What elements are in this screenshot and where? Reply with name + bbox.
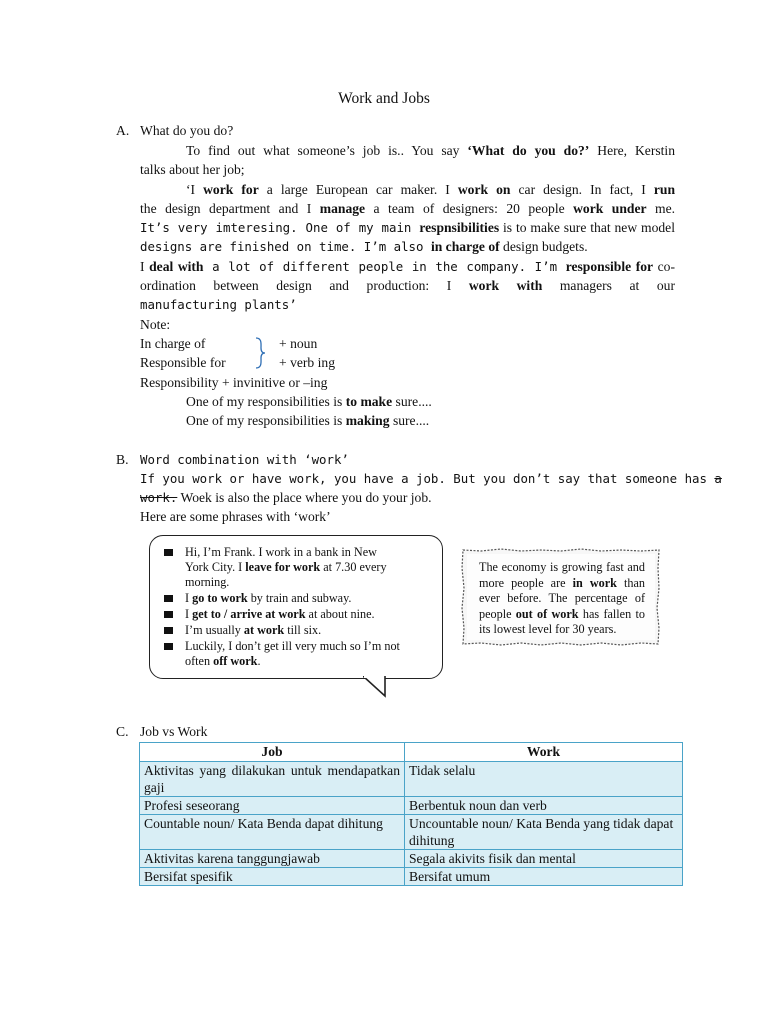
column-header-work: Work	[405, 743, 683, 762]
example-sentence-1: One of my responsibilities is to make sure....	[186, 394, 432, 409]
kerstin-quote-line6: ordination between design and production: I work with managers at our	[140, 278, 675, 293]
table-cell-job: Bersifat spesifik	[140, 868, 405, 886]
note-row3: Responsibility + invinitive or –ing	[140, 375, 328, 390]
table-cell-job: Aktivitas yang dilakukan untuk mendapatkan gaji	[140, 762, 405, 797]
example-sentence-2: One of my responsibilities is making sure....	[186, 413, 430, 428]
section-b-line3: Here are some phrases with ‘work’	[140, 509, 331, 524]
table-row	[140, 868, 683, 886]
note-row1-right: + noun	[279, 336, 318, 351]
table-cell-job: Countable noun/ Kata Benda dapat dihitung	[140, 815, 405, 850]
speech-bubble-tail	[363, 676, 393, 698]
bullet-square-icon	[164, 595, 173, 602]
table-row	[140, 815, 683, 850]
section-a-marker: A.	[116, 123, 130, 138]
kerstin-quote-line5: I deal with a lot of different people in the company. I’m responsible for co-	[140, 259, 675, 274]
bullet-square-icon	[164, 549, 173, 556]
kerstin-quote-line4: designs are finished on time. I’m also in charge of design budgets.	[140, 239, 588, 254]
kerstin-quote-line2: the design department and I manage a team of designers: 20 people work under me.	[140, 201, 676, 216]
section-b-line1: If you work or have work, you have a job. But you don’t say that someone has a	[140, 471, 722, 486]
table-cell-work: Bersifat umum	[405, 868, 683, 886]
section-c-heading: Job vs Work	[140, 724, 208, 739]
job-vs-work-table	[139, 742, 683, 886]
page-title: Work and Jobs	[338, 90, 430, 107]
curly-brace-icon	[252, 336, 268, 370]
section-a-intro-line1: To find out what someone’s job is.. You say ‘What do you do?’ Here, Kerstin	[186, 143, 676, 158]
table-row	[140, 797, 683, 815]
section-a-intro-line2: talks about her job;	[140, 162, 245, 177]
table-cell-work: Segala akivits fisik dan mental	[405, 850, 683, 868]
note-row1-left: In charge of	[140, 336, 206, 351]
table-row	[140, 762, 683, 797]
paper-note-text: The economy is growing fast and more people are in work than ever before. The percentage of people out of work has fallen to its lowest level for 30 years.	[479, 560, 646, 636]
section-b-marker: B.	[116, 452, 129, 467]
note-label: Note:	[140, 317, 171, 332]
table-cell-work: Berbentuk noun dan verb	[405, 797, 683, 815]
bullet-square-icon	[164, 627, 173, 634]
paper-note-content	[461, 548, 661, 646]
bullet-square-icon	[164, 643, 173, 650]
section-b-line2: work. Woek is also the place where you do your job.	[140, 490, 432, 505]
note-row2-right: + verb ing	[279, 355, 335, 370]
kerstin-quote-line1: ‘I work for a large European car maker. I work on car design. In fact, I run	[186, 182, 676, 197]
table-header-row	[140, 743, 683, 762]
kerstin-quote-line3: It’s very imteresing. One of my main respnsibilities is to make sure that new model	[140, 220, 675, 235]
column-header-job: Job	[140, 743, 405, 762]
section-c-marker: C.	[116, 724, 129, 739]
table-cell-work: Uncountable noun/ Kata Benda yang tidak dapat dihitung	[405, 815, 683, 850]
table-row	[140, 850, 683, 868]
bubble-content: Hi, I’m Frank. I work in a bank in New York City. I leave for work at 7.30 every morning. I go to work by train and subway. I get to / arrive at work at about nine. I’m usually at work till six. Luckily, I don’t get ill very much so I’m not often off work.	[149, 535, 441, 677]
kerstin-quote-line7: manufacturing plants’	[140, 297, 297, 312]
section-a-heading: What do you do?	[140, 123, 234, 138]
table-cell-job: Aktivitas karena tanggungjawab	[140, 850, 405, 868]
note-row2-left: Responsible for	[140, 355, 226, 370]
table-cell-work: Tidak selalu	[405, 762, 683, 797]
bullet-square-icon	[164, 611, 173, 618]
section-b-heading: Word combination with ‘work’	[140, 452, 349, 467]
table-cell-job: Profesi seseorang	[140, 797, 405, 815]
